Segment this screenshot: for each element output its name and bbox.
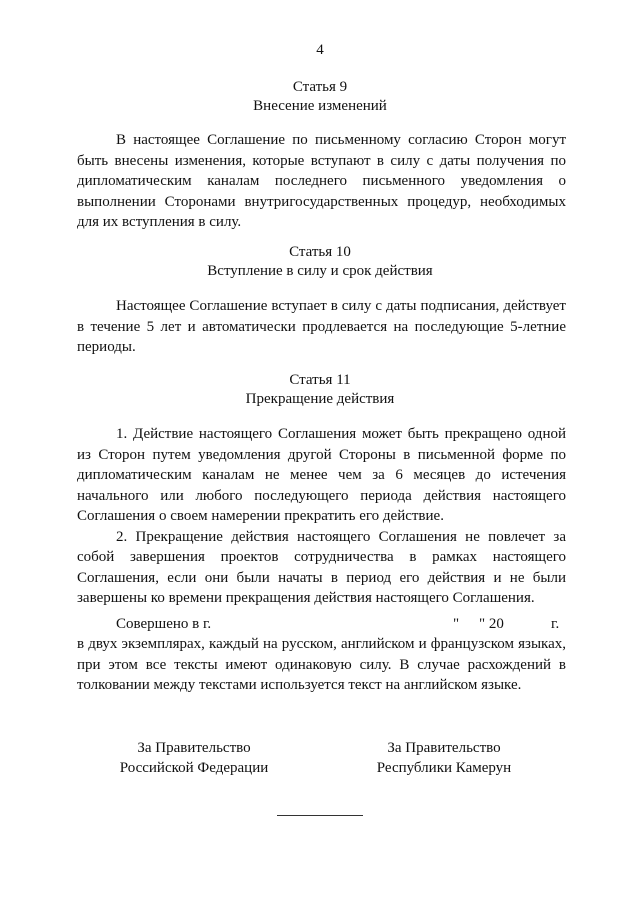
year-suffix: г.: [551, 616, 560, 632]
article-10-body: [77, 296, 566, 358]
article-9-number: Статья 9: [292, 79, 348, 95]
page-number: 4: [316, 42, 324, 58]
article-11-title: Прекращение действия: [245, 391, 395, 407]
signature-left-line-2: Российской Федерации: [119, 760, 269, 776]
done-in-label: Совершено в г.: [116, 616, 212, 632]
article-10-paragraph: Настоящее Соглашение вступает в силу с даты подписания, действует в течение 5 лет и автоматически продлевается на последующие 5-летние периоды.: [77, 298, 566, 355]
article-10-title: Вступление в силу и срок действия: [207, 263, 433, 279]
closing-body: [77, 634, 566, 696]
signature-left-line-1: За Правительство: [137, 740, 251, 756]
date-quote-open: ": [453, 616, 460, 632]
signature-right-line-1: За Правительство: [387, 740, 501, 756]
article-11-paragraph-2: 2. Прекращение действия настоящего Соглашения не повлечет за собой завершения проектов сотрудничества в рамках настоящего Соглашения, если они были начаты в период его действия и не были завершены ко времени прекращения действия настоящего Соглашения.: [77, 528, 566, 606]
article-11-number: Статья 11: [289, 372, 351, 388]
article-9-paragraph: В настоящее Соглашение по письменному согласию Сторон могут быть внесены изменения, которые вступают в силу с даты получения по дипломатическим каналам последнего письменного уведомления о выполнении Сторонами внутригосударственных процедур, необходимых для их вступления в силу.: [77, 132, 566, 230]
article-11-paragraph-1: 1. Действие настоящего Соглашения может быть прекращено одной из Сторон путем уведомления другой Стороны в письменной форме по дипломатическим каналам не менее чем за 6 месяцев до истечения начального или любого последующего периода действия настоящего Соглашения о своем намерении прекратить его действие.: [77, 426, 566, 524]
closing-paragraph: в двух экземплярах, каждый на русском, английском и французском языках, при этом все тексты имеют одинаковую силу. В случае расхождений в толковании между текстами используется текст на английском языке.: [77, 636, 566, 693]
end-divider: [277, 815, 363, 816]
article-11-body: [77, 424, 566, 609]
signature-right: [324, 738, 564, 778]
date-quote-close-year: " 20: [479, 616, 504, 632]
signature-left: [74, 738, 314, 778]
article-10-number: Статья 10: [289, 244, 351, 260]
article-9-body: [77, 130, 566, 233]
article-9-title: Внесение изменений: [253, 98, 387, 114]
signature-right-line-2: Республики Камерун: [376, 760, 512, 776]
